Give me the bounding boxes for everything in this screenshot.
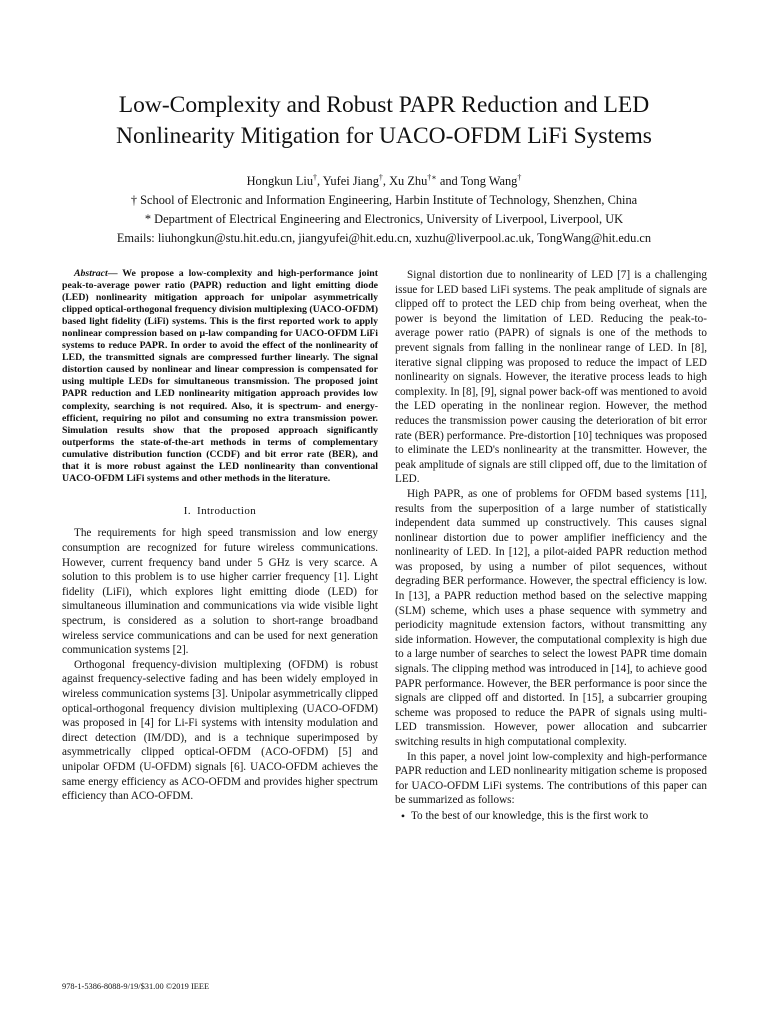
email-line: Emails: liuhongkun@stu.hit.edu.cn, jiangyufei@hit.edu.cn, xuzhu@liverpool.ac.uk, TongWang@hit.edu.cn bbox=[116, 231, 652, 245]
body-paragraph: Orthogonal frequency-division multiplexing (OFDM) is robust against frequency-selective fading and has been widely employed in wireless communication systems [3]. Unipolar asymmetrically clipped optical-orthogonal frequency division multiplexing (UACO-OFDM) was proposed in [4] for Li-Fi systems with intensity modulation and direct detection (IM/DD), and is a technique superimposed by asymmetrically clipped optical-OFDM (ACO-OFDM) [5] and unipolar OFDM (U-OFDM) signals [6]. UACO-OFDM achieves the same energy efficiency as ACO-OFDM and provides higher spectrum efficiency than ACO-OFDM. bbox=[62, 658, 378, 803]
bullet-text: To the best of our knowledge, this is the first work to bbox=[411, 809, 649, 822]
copyright-footer: 978-1-5386-8088-9/19/$31.00 ©2019 IEEE bbox=[62, 982, 210, 991]
affiliation-mark: † bbox=[378, 173, 383, 182]
abstract-text: We propose a low-complexity and high-performance joint peak-to-average power ratio (PAPR) reduction and light emitting diode (LED) nonlinearity mitigation approach for unipolar asymmetrically clipped optical-orthogonal frequency division multiplexing (UACO-OFDM) based light fidelity (LiFi) systems. This is the first reported work to apply nonlinear compression based on μ-law companding for UACO-OFDM LiFi systems to reduce PAPR. In order to avoid the effect of the nonlinearity of LED, the transmitted signals are compressed further linearly. The signal distortion caused by nonlinear and linear compression is compensated for using multiple LEDs for simultaneous transmission. The proposed joint PAPR reduction and LED nonlinearity mitigation approach provides low complexity, searching is not required. Also, it is spectrum- and energy- efficient, requiring no pilot and consuming no extra transmission power. Simulation results show that the proposed approach significantly outperforms the state-of-the-art methods in terms of complementary cumulative distribution function (CCDF) and bit error rate (BER), and that it is more robust against the LED nonlinearity than conventional UACO-OFDM LiFi systems and other methods in the literature. bbox=[62, 268, 379, 484]
abstract-label: Abstract bbox=[74, 268, 108, 279]
title-line: Nonlinearity Mitigation for UACO-OFDM LiFi Systems bbox=[116, 123, 652, 149]
section-title: Introduction bbox=[197, 504, 257, 517]
body-paragraph: In this paper, a novel joint low-complexity and high-performance PAPR reduction and LED nonlinearity mitigation scheme is proposed for UACO-OFDM LiFi systems. The contributions of this paper can be summarized as follows: bbox=[395, 750, 707, 807]
author-list bbox=[30, 172, 738, 191]
author-separator: , bbox=[317, 174, 323, 188]
section-heading bbox=[62, 504, 378, 519]
right-column bbox=[395, 268, 707, 824]
abstract bbox=[62, 268, 378, 485]
abstract-dash: — bbox=[107, 268, 123, 279]
section-number: I. bbox=[183, 504, 192, 517]
affiliation-mark: † bbox=[517, 173, 522, 182]
author-block bbox=[30, 172, 738, 248]
author-separator: , bbox=[382, 174, 390, 188]
affiliation-mark: † bbox=[313, 173, 318, 182]
affiliation-mark: †∗ bbox=[427, 173, 437, 182]
author-name: Hongkun Liu bbox=[246, 174, 314, 188]
author-name: Xu Zhu bbox=[389, 174, 428, 188]
contribution-bullet bbox=[395, 809, 707, 824]
body-paragraph: Signal distortion due to nonlinearity of LED [7] is a challenging issue for LED based LiFi systems. The peak amplitude of signals are clipped off to protect the LED chip from being overheat, when the power is beyond the limitation of LED. Reducing the peak-to-average power ratio (PAPR) of signals is one of the methods to prevent signals from falling in the nonlinear range of LED. In [8], iterative signal clipping was proposed to reduce the impact of LED nonlinearity on signals. However, the iterative process leads to high complexity. In [8], [9], signal power back-off was mentioned to avoid the LED operating in the nonlinear region. However, the method reduces the transmission power causing the deterioration of bit error rate (BER) performance. Pre-distortion [10] techniques was proposed to eliminate the LED's nonlinearity at the transmitter. However, the peak amplitude of signals are still clipped off, due to the limitation of LED. bbox=[395, 269, 707, 486]
title-line: Low-Complexity and Robust PAPR Reduction and LED bbox=[118, 92, 650, 118]
affiliation-line: † School of Electronic and Information Engineering, Harbin Institute of Technology, Shenzhen, China bbox=[130, 193, 638, 207]
left-column bbox=[62, 268, 378, 804]
body-paragraph: The requirements for high speed transmission and low energy consumption are recognized for future wireless communications. However, current frequency band under 5 GHz is very scarce. A solution to this problem is to use higher carrier frequency [1]. Light fidelity (LiFi), which explores light emitting diode (LED) for simultaneous illumination and communications via wide visible light spectrum, is considered as a solution to short-range broadband wireless service communications and can be used for next generation communication systems [2]. bbox=[62, 527, 378, 657]
author-name: Tong Wang bbox=[460, 174, 518, 188]
author-name: Yufei Jiang bbox=[322, 174, 379, 188]
paper-title bbox=[40, 90, 728, 152]
author-separator: and bbox=[436, 174, 461, 188]
affiliation-line: * Department of Electrical Engineering and Electronics, University of Liverpool, Liverpool, UK bbox=[144, 212, 624, 226]
bullet-icon: • bbox=[400, 808, 406, 823]
body-paragraph: High PAPR, as one of problems for OFDM based systems [11], results from the superposition of a large number of statistically independent data summed up constructively. This causes signal nonlinear distortion due to power amplifier inefficiency and the nonlinearity of LED. In [12], a pilot-aided PAPR reduction method was proposed, by using a number of pilot sequences, without degrading BER performance. However, the spectral efficiency is low. In [13], a PAPR reduction method based on the selective mapping (SLM) scheme, which uses a phase sequence with symmetry and periodicity magnitude extension factors, without transmitting any side information. However, the computational complexity is high due to a large number of searches to select the lowest PAPR time domain signals. The clipping method was introduced in [14], to achieve good PAPR performance. However, the BER performance is poor since the signals are clipped off and distorted. In [15], a subcarrier grouping scheme was proposed to reduce the PAPR of signals using multi-LED transmission. However, power allocation and subcarrier switching results in high computational complexity. bbox=[395, 487, 707, 748]
